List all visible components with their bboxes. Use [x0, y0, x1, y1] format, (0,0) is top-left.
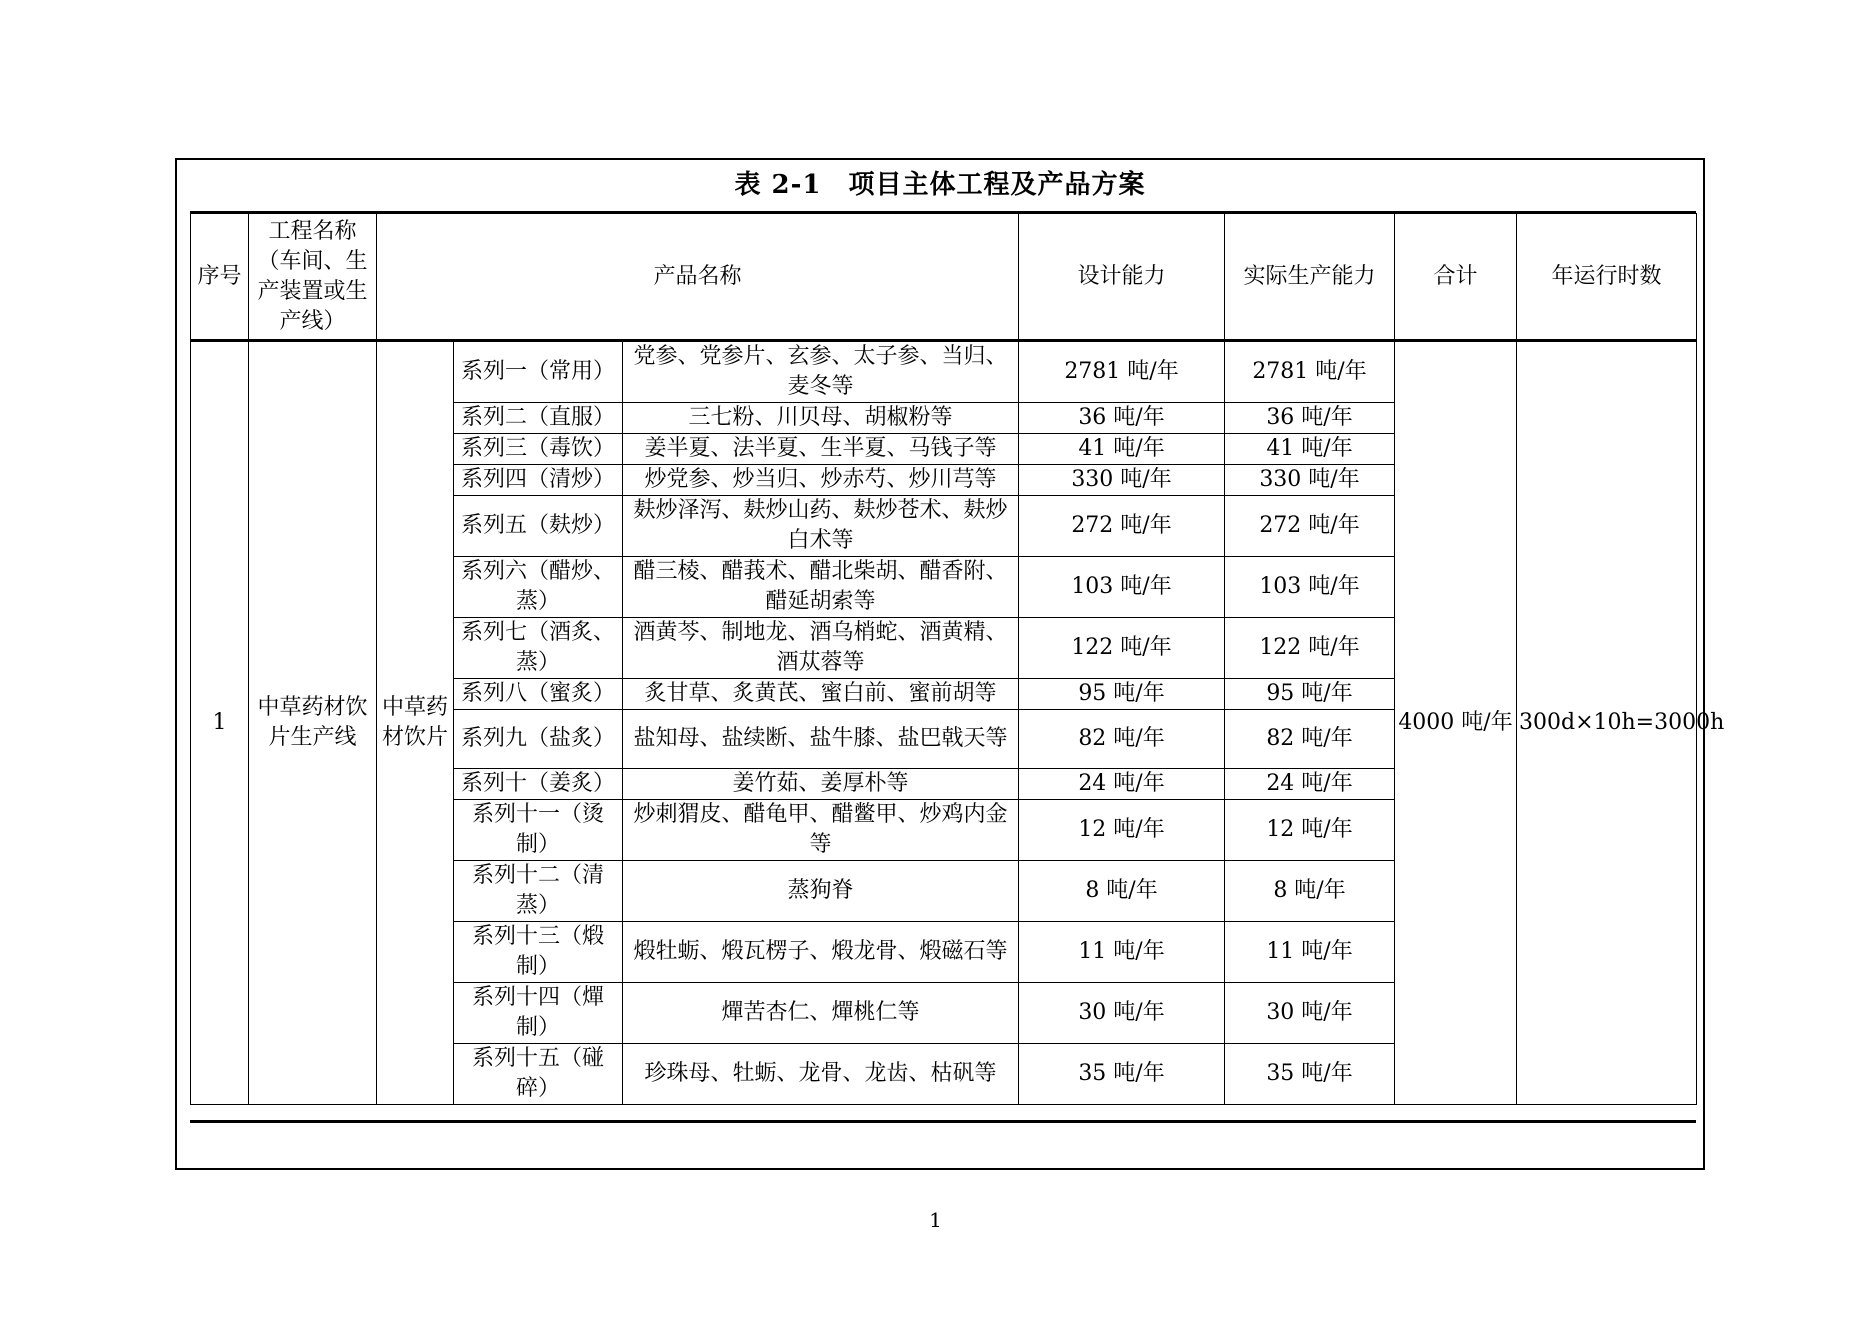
series-cell: 系列六（醋炒、蒸）: [454, 557, 623, 618]
actual-capacity-cell: 24 吨/年: [1225, 769, 1395, 800]
design-capacity-cell: 122 吨/年: [1019, 618, 1225, 679]
series-cell: 系列八（蜜炙）: [454, 679, 623, 710]
series-cell: 系列十三（煅制）: [454, 922, 623, 983]
products-cell: 三七粉、川贝母、胡椒粉等: [623, 403, 1019, 434]
design-capacity-cell: 82 吨/年: [1019, 710, 1225, 769]
products-cell: 蒸狗脊: [623, 861, 1019, 922]
design-capacity-cell: 36 吨/年: [1019, 403, 1225, 434]
actual-capacity-cell: 272 吨/年: [1225, 496, 1395, 557]
actual-capacity-cell: 30 吨/年: [1225, 983, 1395, 1044]
actual-capacity-cell: 12 吨/年: [1225, 800, 1395, 861]
actual-capacity-cell: 35 吨/年: [1225, 1044, 1395, 1105]
series-cell: 系列十二（清蒸）: [454, 861, 623, 922]
actual-capacity-cell: 36 吨/年: [1225, 403, 1395, 434]
design-capacity-cell: 8 吨/年: [1019, 861, 1225, 922]
page-number: 1: [929, 1208, 942, 1232]
actual-capacity-cell: 8 吨/年: [1225, 861, 1395, 922]
products-cell: 姜竹茹、姜厚朴等: [623, 769, 1019, 800]
actual-capacity-cell: 122 吨/年: [1225, 618, 1395, 679]
actual-capacity-cell: 2781 吨/年: [1225, 341, 1395, 403]
products-cell: 燀苦杏仁、燀桃仁等: [623, 983, 1019, 1044]
products-cell: 醋三棱、醋莪术、醋北柴胡、醋香附、醋延胡索等: [623, 557, 1019, 618]
bottom-rule: [190, 1120, 1696, 1123]
product-table: [190, 213, 1725, 1105]
actual-capacity-cell: 41 吨/年: [1225, 434, 1395, 465]
header-design: 设计能力: [1019, 214, 1225, 341]
actual-capacity-cell: 103 吨/年: [1225, 557, 1395, 618]
series-cell: 系列七（酒炙、蒸）: [454, 618, 623, 679]
products-cell: 珍珠母、牡蛎、龙骨、龙齿、枯矾等: [623, 1044, 1019, 1105]
series-cell: 系列一（常用）: [454, 341, 623, 403]
table-row: [191, 341, 1697, 403]
design-capacity-cell: 24 吨/年: [1019, 769, 1225, 800]
series-cell: 系列五（麸炒）: [454, 496, 623, 557]
design-capacity-cell: 35 吨/年: [1019, 1044, 1225, 1105]
products-cell: 炒党参、炒当归、炒赤芍、炒川芎等: [623, 465, 1019, 496]
table-body: [191, 341, 1725, 1105]
products-cell: 炙甘草、炙黄芪、蜜白前、蜜前胡等: [623, 679, 1019, 710]
series-cell: 系列十五（碰碎）: [454, 1044, 623, 1105]
design-capacity-cell: 95 吨/年: [1019, 679, 1225, 710]
series-cell: 系列四（清炒）: [454, 465, 623, 496]
sub-name-cell: 中草药材饮片: [377, 341, 454, 1105]
header-project: 工程名称（车间、生产装置或生产线）: [249, 214, 377, 341]
design-capacity-cell: 330 吨/年: [1019, 465, 1225, 496]
header-seq: 序号: [191, 214, 249, 341]
header-row: [191, 214, 1697, 341]
header-actual: 实际生产能力: [1225, 214, 1395, 341]
series-cell: 系列三（毒饮）: [454, 434, 623, 465]
design-capacity-cell: 11 吨/年: [1019, 922, 1225, 983]
actual-capacity-cell: 95 吨/年: [1225, 679, 1395, 710]
design-capacity-cell: 272 吨/年: [1019, 496, 1225, 557]
actual-capacity-cell: 82 吨/年: [1225, 710, 1395, 769]
actual-capacity-cell: 11 吨/年: [1225, 922, 1395, 983]
total-cell: 4000 吨/年: [1395, 341, 1517, 1105]
design-capacity-cell: 41 吨/年: [1019, 434, 1225, 465]
project-name-cell: 中草药材饮片生产线: [249, 341, 377, 1105]
design-capacity-cell: 103 吨/年: [1019, 557, 1225, 618]
design-capacity-cell: 2781 吨/年: [1019, 341, 1225, 403]
design-capacity-cell: 30 吨/年: [1019, 983, 1225, 1044]
products-cell: 炒刺猬皮、醋龟甲、醋鳖甲、炒鸡内金等: [623, 800, 1019, 861]
series-cell: 系列二（直服）: [454, 403, 623, 434]
products-cell: 姜半夏、法半夏、生半夏、马钱子等: [623, 434, 1019, 465]
design-capacity-cell: 12 吨/年: [1019, 800, 1225, 861]
series-cell: 系列九（盐炙）: [454, 710, 623, 769]
seq-cell: 1: [191, 341, 249, 1105]
header-hours: 年运行时数: [1517, 214, 1697, 341]
products-cell: 酒黄芩、制地龙、酒乌梢蛇、酒黄精、酒苁蓉等: [623, 618, 1019, 679]
header-total: 合计: [1395, 214, 1517, 341]
products-cell: 麸炒泽泻、麸炒山药、麸炒苍术、麸炒白术等: [623, 496, 1019, 557]
series-cell: 系列十一（烫制）: [454, 800, 623, 861]
products-cell: 煅牡蛎、煅瓦楞子、煅龙骨、煅磁石等: [623, 922, 1019, 983]
hours-cell: 300d×10h=3000h: [1517, 341, 1697, 1105]
table-frame: [175, 158, 1725, 1170]
series-cell: 系列十四（燀制）: [454, 983, 623, 1044]
header-product: 产品名称: [377, 214, 1019, 341]
series-cell: 系列十（姜炙）: [454, 769, 623, 800]
actual-capacity-cell: 330 吨/年: [1225, 465, 1395, 496]
table-title: 表 2-1 项目主体工程及产品方案: [734, 170, 1146, 200]
products-cell: 党参、党参片、玄参、太子参、当归、麦冬等: [623, 341, 1019, 403]
products-cell: 盐知母、盐续断、盐牛膝、盐巴戟天等: [623, 710, 1019, 769]
